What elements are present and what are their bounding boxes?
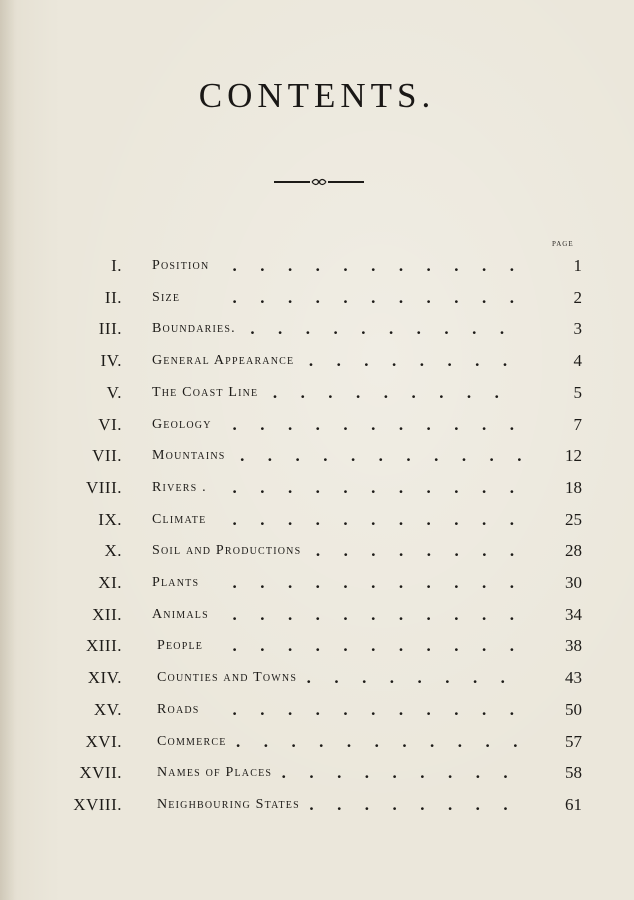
chapter-title: Plants [152, 575, 200, 590]
page-number: 2 [573, 288, 582, 307]
chapter-number: XVII. [79, 763, 122, 782]
toc-entry [0, 285, 634, 311]
page-number: 34 [565, 605, 582, 624]
leader-dots: . . . . . . . . . . . [232, 701, 537, 719]
leader-dots: . . . . . . . . . . . [239, 447, 545, 465]
page-number: 28 [565, 541, 582, 560]
chapter-title: Size [152, 290, 181, 305]
chapter-number: II. [104, 288, 122, 307]
leader-dots: . . . . . . . . . . . [232, 606, 537, 624]
chapter-number: XV. [93, 700, 122, 719]
chapter-title: Counties and Towns [157, 670, 298, 685]
leader-dots: . . . . . . . . . [272, 384, 522, 402]
toc-entry [0, 253, 634, 279]
chapter-title: Boundaries. [152, 321, 236, 336]
leader-dots: . . . . . . . . . [281, 764, 531, 782]
toc-entry [0, 316, 634, 342]
toc-entry [0, 792, 634, 818]
chapter-title: Rivers . [152, 480, 207, 495]
page-number: 61 [565, 795, 582, 814]
chapter-number: VIII. [85, 478, 122, 497]
chapter-number: I. [111, 256, 122, 275]
chapter-number: X. [104, 541, 122, 560]
chapter-title: General Appearance [152, 353, 295, 368]
chapter-title: The Coast Line [152, 385, 259, 400]
chapter-number: III. [98, 319, 122, 338]
leader-dots: . . . . . . . . [315, 542, 538, 560]
chapter-title: Roads [157, 702, 200, 717]
chapter-title: Position [152, 258, 210, 273]
page-number: 57 [565, 732, 582, 751]
page-number: 7 [573, 415, 582, 434]
page-number: 5 [573, 383, 582, 402]
chapter-title: Geology [152, 417, 212, 432]
chapter-title: Soil and Productions [152, 543, 302, 558]
toc-entry [0, 602, 634, 628]
toc-entry [0, 507, 634, 533]
toc-entry [0, 380, 634, 406]
chapter-number: XVI. [85, 732, 122, 751]
leader-dots: . . . . . . . . [306, 669, 528, 687]
chapter-number: V. [106, 383, 122, 402]
toc-entry [0, 633, 634, 659]
chapter-number: XII. [92, 605, 122, 624]
toc-entry [0, 475, 634, 501]
toc-entry [0, 570, 634, 596]
chapter-title: Animals [152, 607, 209, 622]
leader-dots: . . . . . . . . . . . [232, 511, 537, 529]
chapter-title: Names of Places [157, 765, 273, 780]
page-number: 18 [565, 478, 582, 497]
page-number: 1 [573, 256, 582, 275]
chapter-title: Climate [152, 512, 207, 527]
leader-dots: . . . . . . . . . . . [232, 289, 537, 307]
chapter-number: VII. [92, 446, 122, 465]
toc-entry [0, 412, 634, 438]
leader-dots: . . . . . . . . . . . [232, 257, 537, 275]
chapter-number: VI. [98, 415, 122, 434]
leader-dots: . . . . . . . . . . . [232, 416, 537, 434]
chapter-number: IV. [100, 351, 122, 370]
chapter-number: XIII. [85, 636, 122, 655]
toc-entry [0, 760, 634, 786]
page-number: 50 [565, 700, 582, 719]
leader-dots: . . . . . . . . . . . [232, 637, 537, 655]
page-number: 12 [565, 446, 582, 465]
page-number: 3 [573, 319, 582, 338]
leader-dots: . . . . . . . . . . . [232, 574, 537, 592]
page-number: 43 [565, 668, 582, 687]
leader-dots: . . . . . . . . [308, 352, 531, 370]
leader-dots: . . . . . . . . . . . [232, 479, 537, 497]
chapter-number: XI. [98, 573, 122, 592]
page-number: 58 [565, 763, 582, 782]
toc-entry [0, 538, 634, 564]
chapter-title: Mountains [152, 448, 226, 463]
contents-heading: CONTENTS. [198, 76, 436, 115]
toc-entry [0, 348, 634, 374]
page-number: 30 [565, 573, 582, 592]
leader-dots: . . . . . . . . [308, 796, 531, 814]
page-number: 4 [573, 351, 582, 370]
page-number: 38 [565, 636, 582, 655]
toc-entry [0, 729, 634, 755]
chapter-title: People [157, 638, 204, 653]
chapter-title: Commerce [157, 734, 227, 749]
chapter-number: IX. [98, 510, 122, 529]
leader-dots: . . . . . . . . . . [249, 320, 528, 338]
toc-entry [0, 697, 634, 723]
chapter-number: XIV. [87, 668, 122, 687]
chapter-title: Neighbouring States [157, 797, 300, 812]
page-column-label: PAGE [552, 240, 574, 248]
chapter-number: XVIII. [73, 795, 122, 814]
toc-entry [0, 665, 634, 691]
leader-dots: . . . . . . . . . . . [235, 733, 541, 751]
toc-entry [0, 443, 634, 469]
page-number: 25 [565, 510, 582, 529]
